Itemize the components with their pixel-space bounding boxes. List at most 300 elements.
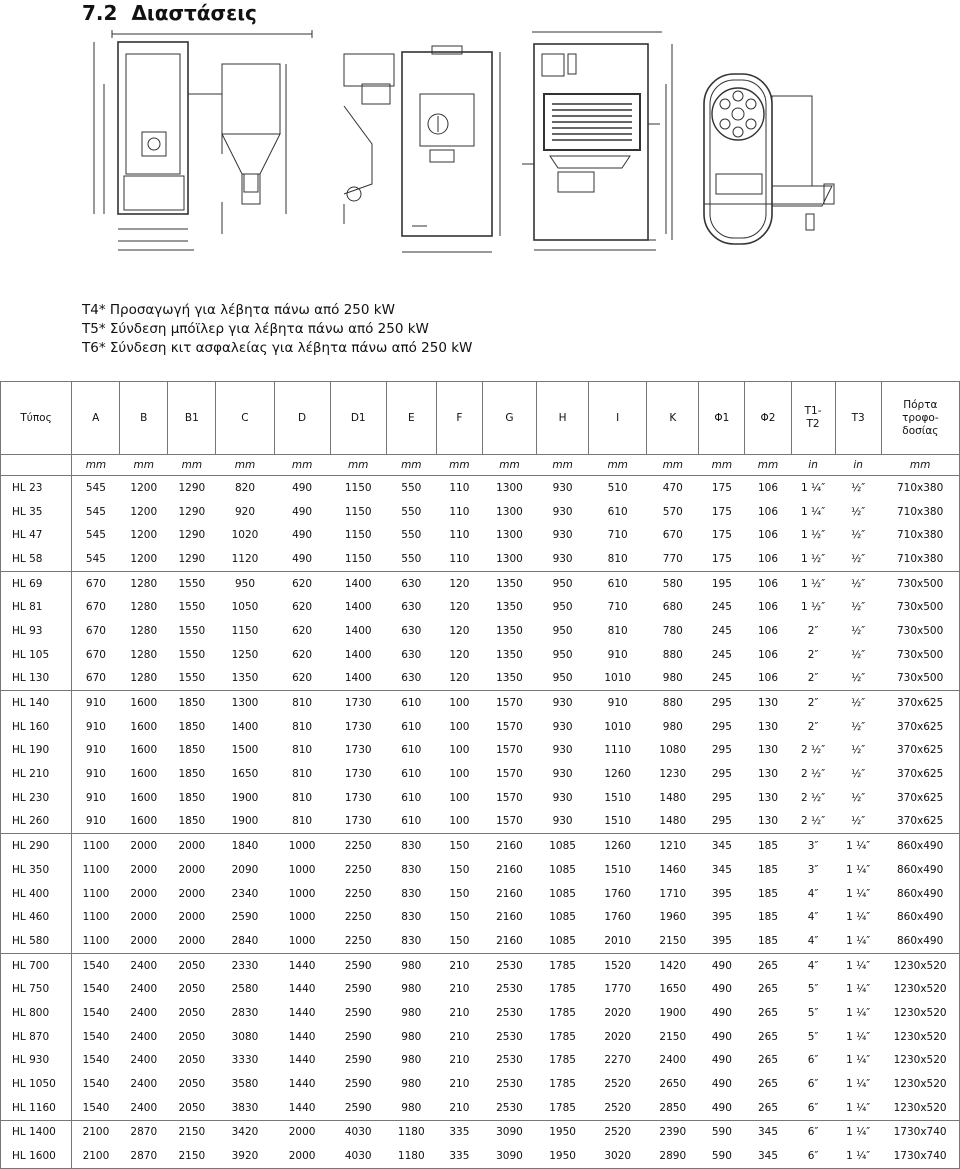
value-cell: 1085 (549, 887, 576, 900)
value-cell: 1180 (386, 1144, 436, 1168)
table-row (1, 1120, 960, 1144)
value-cell: 490 (699, 953, 745, 977)
table-row (1, 762, 960, 786)
value-cell: 820 (216, 476, 274, 500)
value-cell: 550 (401, 505, 422, 518)
value-cell: 2400 (130, 1078, 158, 1091)
value-cell: 1230x520 (881, 1072, 959, 1096)
value-cell: 345 (745, 1144, 791, 1168)
value-cell: 2160 (496, 863, 523, 876)
value-cell: 1010 (604, 672, 632, 685)
value-cell: 110 (449, 529, 470, 542)
value-cell: 265 (757, 1006, 778, 1019)
value-cell: 1 ¼″ (835, 953, 881, 977)
value-cell: 1 ¼″ (801, 505, 826, 518)
value-cell: 1280 (130, 624, 158, 637)
value-cell: 1850 (178, 720, 206, 733)
type-cell: HL 130 (1, 667, 72, 691)
value-cell: 670 (662, 529, 683, 542)
value-cell: 395 (711, 911, 732, 924)
type-cell: HL 160 (1, 715, 72, 739)
value-cell: 295 (699, 691, 745, 715)
value-cell: 265 (757, 1078, 778, 1091)
value-cell: ½″ (851, 529, 866, 542)
value-cell: 1785 (549, 1006, 576, 1019)
value-cell: 1760 (604, 887, 632, 900)
value-cell: 2250 (344, 863, 372, 876)
column-header-12: Φ1 (699, 382, 745, 455)
boiler-technical-drawings (82, 24, 882, 254)
value-cell: 910 (85, 744, 106, 757)
value-cell: 930 (552, 720, 573, 733)
value-cell: 1730 (344, 744, 372, 757)
type-cell: HL 105 (1, 643, 72, 667)
value-cell: 730x500 (881, 571, 959, 595)
section-number: 7.2 (82, 1, 118, 25)
value-cell: 1570 (482, 691, 536, 715)
value-cell: 2340 (231, 887, 259, 900)
value-cell: 1230x520 (881, 1096, 959, 1120)
value-cell: 1230x520 (881, 1025, 959, 1049)
value-cell: 670 (85, 601, 106, 614)
value-cell: 395 (711, 887, 732, 900)
table-row (1, 619, 960, 643)
value-cell: 930 (552, 791, 573, 804)
value-cell: 550 (401, 529, 422, 542)
value-cell: 295 (711, 791, 732, 804)
value-cell: 4030 (330, 1120, 386, 1144)
value-cell: 2 ½″ (801, 791, 826, 804)
value-cell: 265 (757, 983, 778, 996)
type-cell: HL 580 (1, 929, 72, 953)
value-cell: 1730x740 (881, 1144, 959, 1168)
value-cell: 100 (449, 815, 470, 828)
type-cell: HL 23 (1, 476, 72, 500)
value-cell: 710 (607, 601, 628, 614)
value-cell: 370x625 (881, 739, 959, 763)
value-cell: ½″ (851, 624, 866, 637)
table-row (1, 977, 960, 1001)
value-cell: 100 (449, 720, 470, 733)
value-cell: 1550 (178, 648, 206, 661)
value-cell: 295 (711, 720, 732, 733)
value-cell: 550 (386, 476, 436, 500)
value-cell: 620 (274, 571, 330, 595)
column-header-type: Τύπος (1, 382, 72, 455)
value-cell: 1730 (344, 815, 372, 828)
value-cell: 950 (552, 624, 573, 637)
value-cell: 1100 (72, 834, 120, 858)
value-cell: 2270 (604, 1054, 632, 1067)
value-cell: 545 (85, 552, 106, 565)
table-row (1, 786, 960, 810)
value-cell: 1850 (178, 791, 206, 804)
value-cell: 2590 (344, 983, 372, 996)
value-cell: 210 (449, 983, 470, 996)
value-cell: 670 (85, 672, 106, 685)
value-cell: 1200 (120, 476, 168, 500)
type-cell: HL 1400 (1, 1120, 72, 1144)
table-row (1, 1025, 960, 1049)
value-cell: 210 (449, 1030, 470, 1043)
value-cell: 1150 (231, 624, 259, 637)
value-cell: 1460 (659, 863, 687, 876)
value-cell: 1260 (604, 768, 632, 781)
value-cell: 1400 (344, 624, 372, 637)
value-cell: 1510 (604, 815, 632, 828)
column-header-5: D1 (330, 382, 386, 455)
value-cell: 1540 (82, 1006, 110, 1019)
value-cell: 810 (607, 624, 628, 637)
value-cell: ½″ (835, 571, 881, 595)
unit-cell: mm (72, 455, 120, 476)
value-cell: 1570 (496, 791, 523, 804)
value-cell: 620 (292, 672, 313, 685)
value-cell: 2000 (130, 911, 158, 924)
value-cell: 710x380 (881, 500, 959, 524)
section-heading (82, 0, 257, 26)
value-cell: 980 (662, 720, 683, 733)
value-cell: 1710 (659, 887, 687, 900)
value-cell: 150 (436, 834, 482, 858)
value-cell: 1550 (178, 672, 206, 685)
value-cell: 2250 (330, 834, 386, 858)
value-cell: 670 (85, 648, 106, 661)
value-cell: 630 (386, 571, 436, 595)
unit-cell: mm (881, 455, 959, 476)
column-header-4: D (274, 382, 330, 455)
value-cell: 1050 (231, 601, 259, 614)
value-cell: 880 (647, 691, 699, 715)
table-row (1, 547, 960, 571)
value-cell: 860x490 (881, 834, 959, 858)
value-cell: 6″ (791, 1144, 835, 1168)
value-cell: 2160 (496, 911, 523, 924)
type-cell: HL 230 (1, 786, 72, 810)
value-cell: 1730x740 (881, 1120, 959, 1144)
value-cell: 980 (401, 1006, 422, 1019)
table-body (1, 476, 960, 1169)
unit-cell: mm (330, 455, 386, 476)
value-cell: 106 (757, 601, 778, 614)
value-cell: 930 (552, 744, 573, 757)
value-cell: 1 ¼″ (835, 1144, 881, 1168)
value-cell: 1900 (659, 1006, 687, 1019)
value-cell: 3090 (482, 1120, 536, 1144)
value-cell: 2150 (168, 1144, 216, 1168)
value-cell: 2530 (496, 1054, 523, 1067)
type-cell: HL 140 (1, 691, 72, 715)
value-cell: 3020 (589, 1144, 647, 1168)
type-cell: HL 58 (1, 547, 72, 571)
value-cell: 120 (436, 571, 482, 595)
value-cell: 2100 (72, 1120, 120, 1144)
value-cell: 1150 (330, 476, 386, 500)
type-cell: HL 190 (1, 739, 72, 763)
value-cell: 3920 (216, 1144, 274, 1168)
value-cell: 490 (711, 1030, 732, 1043)
value-cell: 1000 (288, 863, 316, 876)
value-cell: 6″ (807, 1054, 819, 1067)
value-cell: 1280 (130, 648, 158, 661)
column-header-6: E (386, 382, 436, 455)
value-cell: 1300 (496, 552, 523, 565)
value-cell: ½″ (851, 648, 866, 661)
table-row (1, 715, 960, 739)
value-cell: 106 (757, 672, 778, 685)
value-cell: 4030 (330, 1144, 386, 1168)
value-cell: 950 (552, 648, 573, 661)
value-cell: 1400 (344, 648, 372, 661)
value-cell: 2400 (130, 1054, 158, 1067)
value-cell: 2890 (647, 1144, 699, 1168)
value-cell: 2000 (130, 934, 158, 947)
unit-cell: mm (436, 455, 482, 476)
value-cell: 810 (292, 744, 313, 757)
value-cell: 2160 (482, 834, 536, 858)
unit-cell: mm (274, 455, 330, 476)
value-cell: 210 (449, 1006, 470, 1019)
value-cell: 830 (401, 934, 422, 947)
value-cell: 210 (449, 1078, 470, 1091)
value-cell: 1950 (537, 1144, 589, 1168)
type-cell: HL 1050 (1, 1072, 72, 1096)
value-cell: 550 (401, 552, 422, 565)
column-header-15: T3 (835, 382, 881, 455)
value-cell: 106 (757, 648, 778, 661)
value-cell: 980 (401, 1054, 422, 1067)
value-cell: 1 ¼″ (846, 1078, 871, 1091)
value-cell: 2590 (231, 911, 259, 924)
value-cell: 2250 (344, 911, 372, 924)
value-cell: 2400 (130, 1006, 158, 1019)
value-cell: 920 (234, 505, 255, 518)
value-cell: 1300 (216, 691, 274, 715)
value-cell: 2530 (496, 1006, 523, 1019)
value-cell: 1350 (496, 624, 523, 637)
unit-cell: mm (168, 455, 216, 476)
value-cell: 570 (662, 505, 683, 518)
value-cell: 106 (745, 476, 791, 500)
value-cell: 2590 (344, 1078, 372, 1091)
value-cell: 2150 (659, 1030, 687, 1043)
value-cell: 295 (711, 744, 732, 757)
value-cell: 490 (711, 1006, 732, 1019)
value-cell: 1 ¼″ (846, 887, 871, 900)
value-cell: 2870 (120, 1144, 168, 1168)
value-cell: 1 ½″ (801, 601, 826, 614)
value-cell: 4″ (807, 911, 819, 924)
value-cell: 545 (85, 505, 106, 518)
value-cell: 2530 (496, 1030, 523, 1043)
value-cell: 910 (85, 791, 106, 804)
value-cell: 610 (386, 691, 436, 715)
value-cell: 1785 (537, 953, 589, 977)
value-cell: 2590 (344, 1054, 372, 1067)
value-cell: 2 ½″ (801, 768, 826, 781)
value-cell: 1350 (231, 672, 259, 685)
value-cell: 1510 (604, 863, 632, 876)
value-cell: 1300 (482, 476, 536, 500)
value-cell: 150 (449, 911, 470, 924)
type-cell: HL 870 (1, 1025, 72, 1049)
column-header-7: F (436, 382, 482, 455)
value-cell: 2020 (604, 1030, 632, 1043)
value-cell: 2590 (330, 953, 386, 977)
value-cell: 710x380 (881, 523, 959, 547)
value-cell: 3330 (231, 1054, 259, 1067)
value-cell: 1350 (496, 672, 523, 685)
unit-cell: mm (647, 455, 699, 476)
value-cell: 1785 (549, 1054, 576, 1067)
value-cell: 1600 (130, 768, 158, 781)
value-cell: 1 ¼″ (835, 1120, 881, 1144)
value-cell: 980 (401, 983, 422, 996)
value-cell: 110 (449, 552, 470, 565)
value-cell: 730x500 (881, 667, 959, 691)
value-cell: 185 (757, 934, 778, 947)
value-cell: 106 (757, 624, 778, 637)
value-cell: 2050 (178, 1054, 206, 1067)
value-cell: 120 (449, 648, 470, 661)
value-cell: 620 (292, 648, 313, 661)
value-cell: 1650 (231, 768, 259, 781)
value-cell: 245 (711, 672, 732, 685)
cross-section-drawing (522, 32, 672, 250)
value-cell: 1085 (537, 834, 589, 858)
value-cell: 1280 (130, 601, 158, 614)
value-cell: 1785 (549, 1030, 576, 1043)
unit-cell: in (791, 455, 835, 476)
value-cell: 5″ (807, 1006, 819, 1019)
value-cell: 1730 (344, 720, 372, 733)
value-cell: 370x625 (881, 691, 959, 715)
value-cell: 810 (292, 791, 313, 804)
value-cell: 2100 (72, 1144, 120, 1168)
unit-cell: mm (482, 455, 536, 476)
value-cell: 210 (436, 953, 482, 977)
value-cell: 1085 (549, 911, 576, 924)
value-cell: 1900 (231, 791, 259, 804)
column-header-13: Φ2 (745, 382, 791, 455)
type-cell: HL 210 (1, 762, 72, 786)
value-cell: 130 (757, 720, 778, 733)
type-cell: HL 700 (1, 953, 72, 977)
value-cell: 1 ¼″ (846, 1054, 871, 1067)
value-cell: 3080 (231, 1030, 259, 1043)
value-cell: 2000 (178, 887, 206, 900)
value-cell: 2 ½″ (801, 744, 826, 757)
value-cell: 930 (537, 476, 589, 500)
value-cell: 4″ (807, 887, 819, 900)
value-cell: 1230x520 (881, 977, 959, 1001)
value-cell: 1 ¼″ (835, 834, 881, 858)
value-cell: 490 (711, 983, 732, 996)
value-cell: 335 (436, 1120, 482, 1144)
value-cell: 370x625 (881, 810, 959, 834)
value-cell: 2″ (807, 624, 819, 637)
unit-cell: mm (537, 455, 589, 476)
value-cell: 1400 (231, 720, 259, 733)
value-cell: ½″ (851, 552, 866, 565)
table-row (1, 571, 960, 595)
value-cell: 335 (436, 1144, 482, 1168)
value-cell: 490 (274, 476, 330, 500)
value-cell: 370x625 (881, 786, 959, 810)
value-cell: 1540 (82, 1030, 110, 1043)
table-row (1, 523, 960, 547)
value-cell: 1730 (344, 791, 372, 804)
value-cell: 1290 (168, 476, 216, 500)
value-cell: 2000 (274, 1120, 330, 1144)
value-cell: 175 (711, 552, 732, 565)
value-cell: 730x500 (881, 643, 959, 667)
value-cell: 730x500 (881, 619, 959, 643)
unit-cell: mm (589, 455, 647, 476)
value-cell: 2590 (344, 1030, 372, 1043)
value-cell: 1230 (659, 768, 687, 781)
value-cell: 100 (449, 768, 470, 781)
value-cell: 1200 (130, 552, 158, 565)
value-cell: 345 (711, 863, 732, 876)
value-cell: 1 ½″ (801, 529, 826, 542)
value-cell: 345 (699, 834, 745, 858)
value-cell: 130 (745, 691, 791, 715)
value-cell: 1550 (178, 624, 206, 637)
table-row (1, 643, 960, 667)
value-cell: 810 (292, 720, 313, 733)
value-cell: 130 (757, 791, 778, 804)
value-cell: 490 (711, 1101, 732, 1114)
value-cell: 245 (711, 601, 732, 614)
type-cell: HL 1600 (1, 1144, 72, 1168)
value-cell: 2000 (274, 1144, 330, 1168)
value-cell: ½″ (851, 768, 866, 781)
value-cell: 780 (662, 624, 683, 637)
type-cell: HL 460 (1, 905, 72, 929)
value-cell: 1100 (82, 911, 110, 924)
value-cell: 810 (607, 552, 628, 565)
value-cell: 810 (274, 691, 330, 715)
value-cell: 2000 (130, 863, 158, 876)
unit-cell: mm (699, 455, 745, 476)
column-header-11: K (647, 382, 699, 455)
type-cell: HL 81 (1, 595, 72, 619)
value-cell: 2000 (120, 834, 168, 858)
value-cell: 2530 (496, 1078, 523, 1091)
value-cell: 1785 (549, 1101, 576, 1114)
value-cell: 910 (72, 691, 120, 715)
value-cell: 2330 (216, 953, 274, 977)
value-cell: 1 ¼″ (846, 983, 871, 996)
value-cell: ½″ (835, 476, 881, 500)
value-cell: 3830 (231, 1101, 259, 1114)
value-cell: 1350 (482, 571, 536, 595)
value-cell: 590 (699, 1144, 745, 1168)
table-row (1, 810, 960, 834)
value-cell: 2160 (496, 934, 523, 947)
value-cell: 1540 (82, 1078, 110, 1091)
value-cell: 930 (552, 552, 573, 565)
value-cell: 1150 (344, 529, 372, 542)
value-cell: 2″ (791, 691, 835, 715)
value-cell: 980 (401, 1030, 422, 1043)
value-cell: 2650 (659, 1078, 687, 1091)
value-cell: 1540 (82, 1054, 110, 1067)
value-cell: 2520 (604, 1101, 632, 1114)
value-cell: 106 (757, 552, 778, 565)
table-row (1, 1001, 960, 1025)
